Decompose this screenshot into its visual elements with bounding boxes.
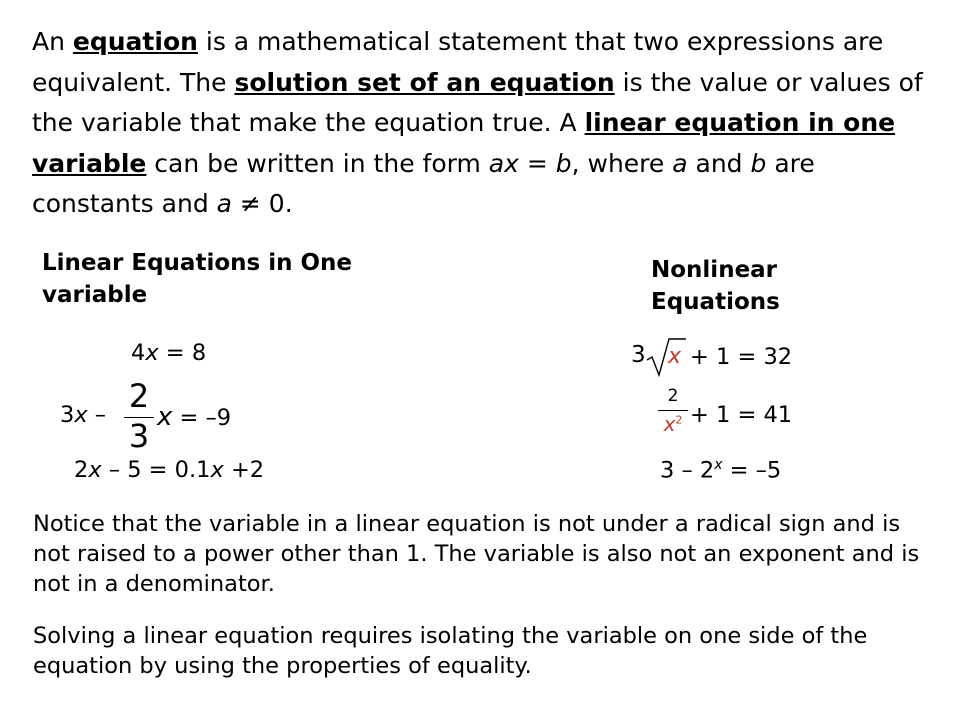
- intro-text: is the value or values of the variable that make the equation true. A: [32, 67, 923, 137]
- form-b: b: [555, 148, 572, 178]
- nonlinear-coef-3: 3: [631, 342, 646, 368]
- linear-equation-3: [74, 457, 264, 483]
- note-solving: Solving a linear equation requires isolating the variable on one side of the equation by using the properties of equality.: [33, 623, 868, 679]
- intro-text: is a mathematical statement that two expressions are equivalent. The: [32, 27, 884, 97]
- var-a: a: [672, 148, 688, 178]
- eq-exponent: 2: [675, 413, 683, 427]
- intro-text: can be written in the form: [146, 148, 489, 178]
- nonlinear-equation-3: [660, 457, 781, 484]
- linear-equation-1: [131, 340, 206, 366]
- nonlinear-equation-1-rest: + 1 = 32: [690, 344, 793, 370]
- fraction-bar: [658, 410, 688, 411]
- eq-text: = –5: [722, 457, 782, 484]
- intro-text: are constants and: [32, 148, 815, 218]
- eq-text: = 8: [158, 340, 207, 366]
- linear-equation-2-right: [157, 402, 231, 432]
- intro-text: and: [687, 148, 751, 178]
- radical-sign: [646, 336, 688, 378]
- term-linear-equation: linear equation in one variable: [32, 108, 896, 178]
- eq-text: +2: [223, 457, 265, 483]
- eq-variable: x: [88, 457, 102, 483]
- radicand-variable: x: [668, 344, 682, 369]
- nonlinear-equation-2-rest: + 1 = 41: [690, 402, 793, 428]
- eq-text: 3: [60, 402, 75, 428]
- eq-text: –: [87, 402, 107, 428]
- intro-text: ≠ 0.: [231, 189, 293, 218]
- eq-text: 4: [131, 340, 146, 366]
- eq-text: 3 – 2: [660, 457, 715, 484]
- fraction-numerator: 2: [667, 386, 679, 406]
- fraction-two-thirds: [124, 377, 154, 455]
- eq-variable: x: [663, 412, 676, 436]
- var-b: b: [750, 148, 767, 178]
- note-linear-criteria: Notice that the variable in a linear equation is not under a radical sign and is not raised to a power other than 1. The variable is also not an exponent and is not in a denominator.: [33, 511, 920, 597]
- term-equation: equation: [72, 27, 198, 56]
- eq-exponent: x: [714, 457, 723, 473]
- nonlinear-heading: Nonlinear Equations: [651, 257, 780, 315]
- linear-equation-2-left: [60, 402, 106, 428]
- eq-variable: x: [145, 340, 159, 366]
- fraction-denominator: [658, 414, 688, 434]
- eq-variable: x: [210, 457, 224, 483]
- fraction-numerator: 2: [128, 377, 150, 415]
- term-solution-set: solution set of an equation: [234, 67, 615, 97]
- eq-text: 2: [74, 457, 89, 483]
- intro-text: An: [32, 27, 73, 56]
- form-ax: ax: [488, 148, 519, 178]
- linear-heading: Linear Equations in One variable: [42, 250, 352, 308]
- eq-variable: x: [74, 402, 88, 428]
- fraction-denominator: 3: [128, 417, 150, 455]
- fraction-two-over-x-squared: [658, 388, 688, 440]
- eq-variable: x: [157, 402, 173, 432]
- eq-text: – 5 = 0.1: [101, 457, 211, 483]
- intro-text: =: [518, 148, 556, 178]
- eq-text: = –9: [179, 405, 232, 431]
- intro-text: , where: [571, 148, 673, 178]
- var-a: a: [216, 189, 232, 218]
- intro-paragraph: [32, 22, 937, 225]
